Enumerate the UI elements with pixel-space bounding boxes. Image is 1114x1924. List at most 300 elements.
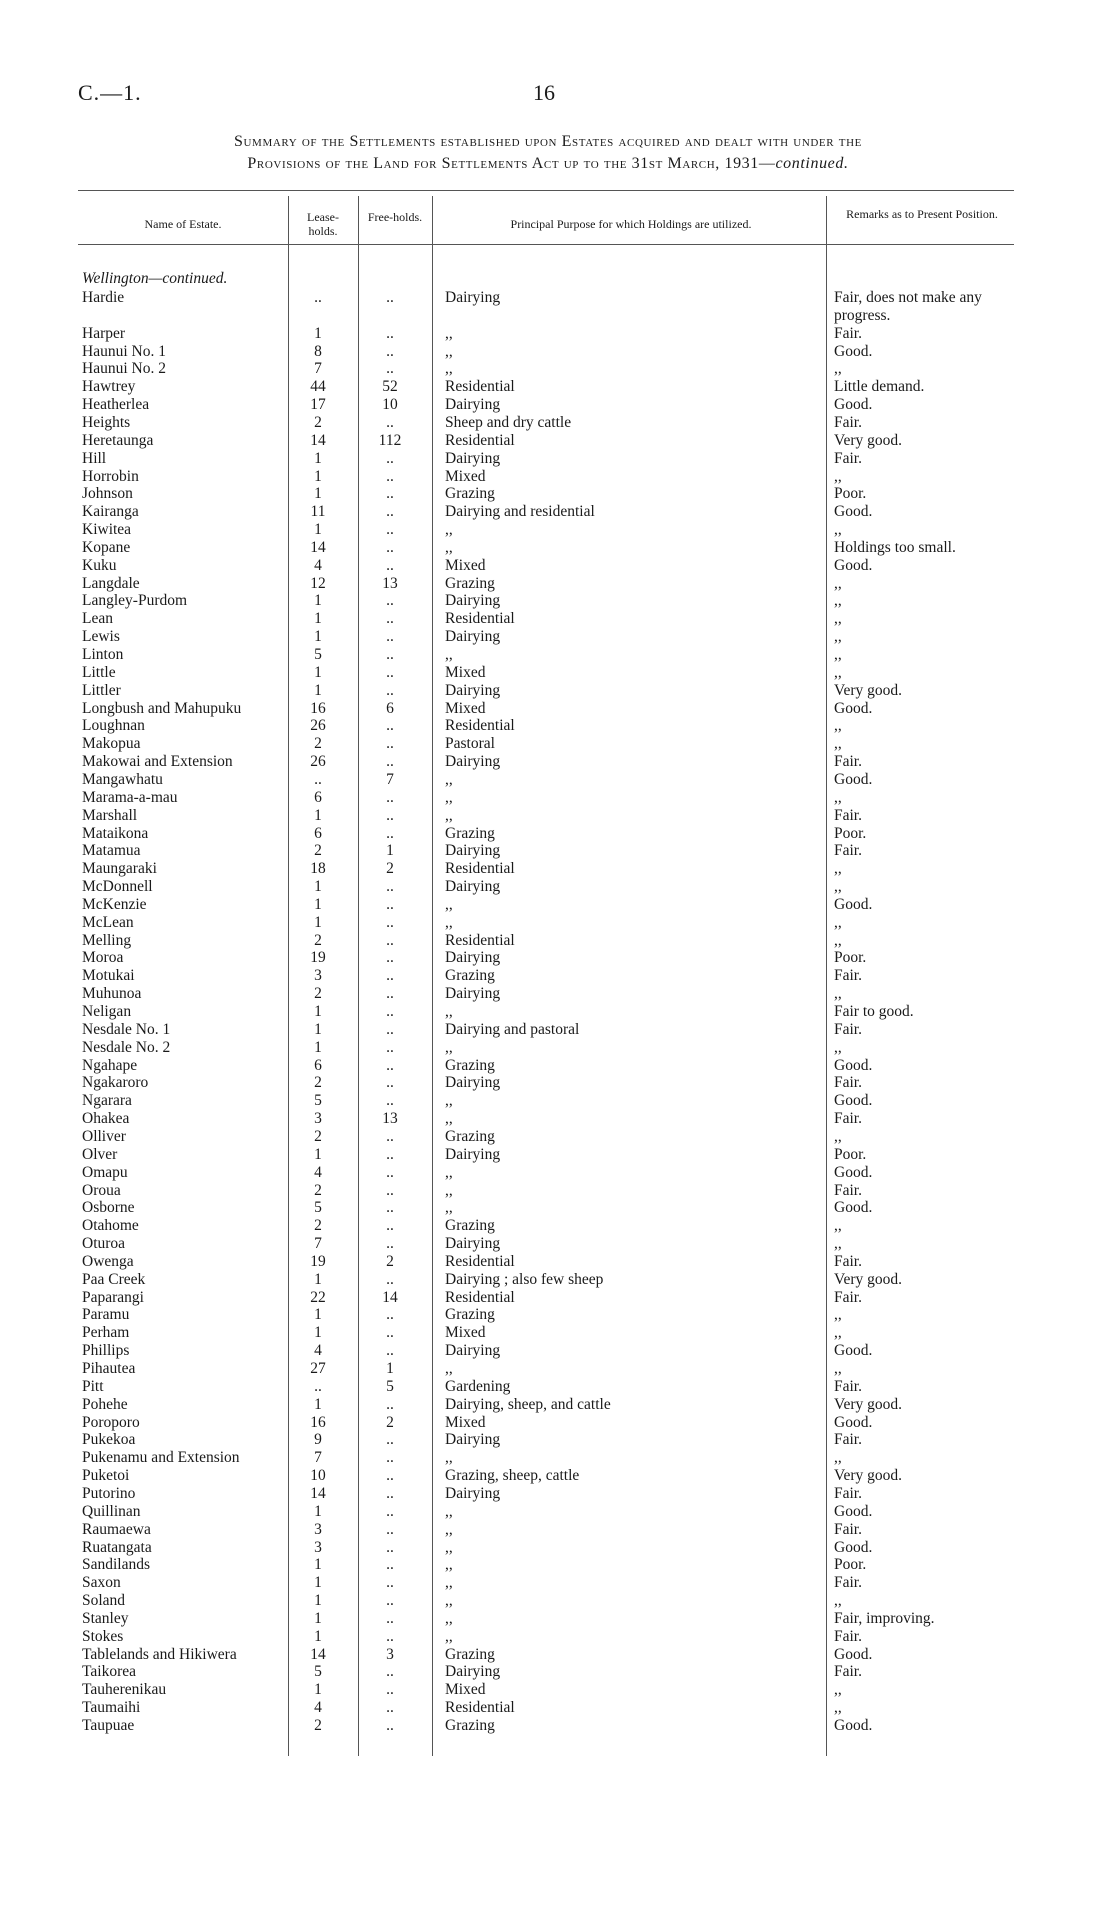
estate-name: Marama-a-mau	[82, 788, 178, 806]
estate-name: Ngarara	[82, 1092, 132, 1110]
leasehold-count: 1	[314, 1270, 322, 1288]
principal-purpose: ,,	[445, 324, 453, 342]
freehold-count: 6	[386, 699, 394, 717]
estate-name: Putorino	[82, 1484, 136, 1502]
principal-purpose: ,,	[445, 1574, 453, 1592]
principal-purpose: Mixed	[445, 663, 486, 681]
leasehold-count: 1	[314, 467, 322, 485]
table-row	[0, 360, 1114, 378]
table-row	[0, 1396, 1114, 1414]
freehold-count: ..	[386, 521, 394, 539]
estate-name: Pohehe	[82, 1395, 128, 1413]
freehold-count: ..	[386, 503, 394, 521]
principal-purpose: Sheep and dry cattle	[445, 413, 572, 431]
table-row	[0, 1146, 1114, 1164]
remarks: Fair to good.	[834, 1003, 914, 1020]
table-row	[0, 1663, 1114, 1681]
principal-purpose: Residential	[445, 931, 515, 949]
leasehold-count: 16	[310, 1413, 326, 1431]
remarks: ,,	[834, 574, 842, 592]
table-row	[0, 1521, 1114, 1539]
freehold-count: ..	[386, 1324, 394, 1342]
table-row	[0, 1342, 1114, 1360]
principal-purpose: ,,	[445, 788, 453, 806]
table-row	[0, 1592, 1114, 1610]
principal-purpose: Residential	[445, 610, 515, 628]
remarks: Good.	[834, 895, 873, 913]
freehold-count: 112	[378, 431, 402, 449]
leasehold-count: 6	[314, 788, 322, 806]
table-row	[0, 825, 1114, 843]
freehold-count: ..	[386, 1163, 394, 1181]
column-header-name: Name of Estate.	[144, 217, 222, 231]
estate-name: Lean	[82, 610, 113, 628]
leasehold-count: 1	[314, 1681, 322, 1699]
table-row	[0, 878, 1114, 896]
estate-name: Taupuae	[82, 1717, 135, 1734]
remarks: Good.	[834, 1199, 873, 1217]
table-row	[0, 1182, 1114, 1200]
remarks: Good.	[834, 556, 873, 574]
remarks: Fair.	[834, 806, 862, 824]
principal-purpose: Grazing	[445, 1056, 495, 1074]
section-heading: Wellington—continued.	[82, 270, 228, 287]
remarks: ,,	[834, 360, 842, 378]
table-row	[0, 1467, 1114, 1485]
freehold-count: ..	[386, 324, 394, 342]
freehold-count: 2	[386, 860, 394, 878]
remarks: ,,	[834, 1306, 842, 1324]
freehold-count: 13	[382, 574, 398, 592]
principal-purpose: Grazing	[445, 1127, 495, 1145]
freehold-count: ..	[386, 1449, 394, 1467]
leasehold-count: 2	[314, 1074, 322, 1092]
freehold-count: ..	[386, 1520, 394, 1538]
leasehold-count: 5	[314, 1663, 322, 1681]
estate-name: Olver	[82, 1145, 118, 1163]
principal-purpose: Dairying	[445, 1663, 501, 1681]
remarks: Good.	[834, 1342, 873, 1360]
estate-name: Haunui No. 1	[82, 342, 166, 360]
principal-purpose: Dairying ; also few sheep	[445, 1270, 604, 1288]
principal-purpose: Grazing	[445, 1217, 495, 1235]
leasehold-count: 2	[314, 1181, 322, 1199]
table-row	[0, 414, 1114, 432]
leasehold-count: 1	[314, 324, 322, 342]
estate-name: Matamua	[82, 842, 141, 860]
table-row	[0, 1271, 1114, 1289]
principal-purpose: Residential	[445, 1288, 515, 1306]
estate-name: Loughnan	[82, 717, 145, 735]
principal-purpose: ,,	[445, 1627, 453, 1645]
principal-purpose: ,,	[445, 1092, 453, 1110]
estate-name: Linton	[82, 646, 124, 663]
remarks: ,,	[834, 521, 842, 539]
remarks: ,,	[834, 913, 842, 931]
table-row	[0, 682, 1114, 700]
remarks: Good.	[834, 503, 873, 521]
freehold-count: ..	[386, 681, 394, 699]
principal-purpose: Dairying	[445, 289, 501, 306]
principal-purpose: Grazing	[445, 1717, 495, 1734]
principal-purpose: Mixed	[445, 1324, 486, 1342]
table-row	[0, 1556, 1114, 1574]
remarks: Fair.	[834, 1252, 862, 1270]
table-row	[0, 289, 1114, 307]
principal-purpose: Dairying	[445, 592, 501, 610]
remarks: Good.	[834, 1056, 873, 1074]
freehold-count: ..	[386, 824, 394, 842]
page-number: 16	[533, 80, 555, 105]
estate-name: Makowai and Extension	[82, 753, 233, 771]
freehold-count: 14	[382, 1288, 398, 1306]
leasehold-count: 1	[314, 592, 322, 610]
table-row	[0, 1289, 1114, 1307]
estate-name: Raumaewa	[82, 1520, 151, 1538]
freehold-count: ..	[386, 646, 394, 663]
remarks: Fair, improving.	[834, 1609, 935, 1627]
remarks: ,,	[834, 931, 842, 949]
estate-name: Pitt	[82, 1377, 104, 1395]
remarks: Fair, does not make any	[834, 289, 982, 306]
remarks: ,,	[834, 1699, 842, 1717]
estate-name: Heretaunga	[82, 431, 154, 449]
table-title-line-1: Summary of the Settlements established upon Estates acquired and dealt with under the	[234, 133, 862, 150]
estate-name: Neligan	[82, 1003, 132, 1020]
principal-purpose: Dairying	[445, 1145, 501, 1163]
leasehold-count: 1	[314, 806, 322, 824]
freehold-count: ..	[386, 1199, 394, 1217]
freehold-count: ..	[386, 1145, 394, 1163]
leasehold-count: 2	[314, 842, 322, 860]
leasehold-count: 1	[314, 628, 322, 646]
leasehold-count: 1	[314, 1609, 322, 1627]
principal-purpose: Mixed	[445, 1413, 486, 1431]
leasehold-count: 3	[314, 1520, 322, 1538]
remarks: Fair.	[834, 1377, 862, 1395]
estate-name: Perham	[82, 1324, 130, 1342]
principal-purpose: Residential	[445, 431, 515, 449]
freehold-count: ..	[386, 1020, 394, 1038]
table-title-line-2	[78, 154, 1018, 174]
freehold-count: ..	[386, 485, 394, 503]
leasehold-count: 7	[314, 360, 322, 378]
estate-name: Osborne	[82, 1199, 135, 1217]
estate-name: Olliver	[82, 1127, 126, 1145]
remarks: Good.	[834, 1717, 873, 1734]
leasehold-count: 11	[310, 503, 326, 521]
freehold-count: ..	[386, 449, 394, 467]
remarks: ,,	[834, 1681, 842, 1699]
freehold-count: ..	[386, 1003, 394, 1020]
leasehold-count: 2	[314, 1217, 322, 1235]
leasehold-count: 1	[314, 521, 322, 539]
remarks: Fair.	[834, 1431, 862, 1449]
table-row	[0, 1199, 1114, 1217]
estate-name: Nesdale No. 2	[82, 1038, 171, 1056]
table-row	[0, 985, 1114, 1003]
freehold-count: ..	[386, 1342, 394, 1360]
leasehold-count: 4	[314, 1699, 322, 1717]
estate-name: Ruatangata	[82, 1538, 152, 1556]
freehold-count: 2	[386, 1252, 394, 1270]
freehold-count: ..	[386, 1681, 394, 1699]
leasehold-count: 3	[314, 1538, 322, 1556]
leasehold-count: 1	[314, 1324, 322, 1342]
table-row	[0, 1039, 1114, 1057]
table-row	[0, 789, 1114, 807]
freehold-count: ..	[386, 1699, 394, 1717]
estate-name: Mangawhatu	[82, 770, 163, 788]
leasehold-count: 1	[314, 449, 322, 467]
table-row	[0, 1628, 1114, 1646]
estate-name: Ngahape	[82, 1056, 138, 1074]
table-row	[0, 1128, 1114, 1146]
table-row	[0, 1681, 1114, 1699]
principal-purpose: Dairying	[445, 842, 501, 860]
estate-name: Makopua	[82, 735, 141, 753]
leasehold-count: 1	[314, 1574, 322, 1592]
principal-purpose: ,,	[445, 646, 453, 663]
freehold-count: ..	[386, 949, 394, 967]
freehold-count: ..	[386, 1127, 394, 1145]
table-row	[0, 396, 1114, 414]
principal-purpose: Grazing	[445, 967, 495, 985]
remarks: ,,	[834, 467, 842, 485]
freehold-count: ..	[386, 878, 394, 896]
leasehold-count: 1	[314, 663, 322, 681]
remarks: Poor.	[834, 485, 867, 503]
remarks: Good.	[834, 1092, 873, 1110]
estate-name: Pukekoa	[82, 1431, 136, 1449]
principal-purpose: Dairying	[445, 985, 501, 1003]
estate-name: McKenzie	[82, 895, 147, 913]
table-row	[0, 1574, 1114, 1592]
estate-name: Oturoa	[82, 1235, 126, 1253]
leasehold-count: 14	[310, 1484, 326, 1502]
header-bottom-rule	[78, 244, 1014, 245]
freehold-count: 52	[382, 378, 398, 396]
table-row	[0, 1253, 1114, 1271]
principal-purpose: ,,	[445, 1592, 453, 1610]
leasehold-count: 16	[310, 699, 326, 717]
table-row	[0, 771, 1114, 789]
remarks: ,,	[834, 663, 842, 681]
estate-name: Maungaraki	[82, 860, 157, 878]
freehold-count: ..	[386, 1270, 394, 1288]
estate-name: Haunui No. 2	[82, 360, 166, 378]
principal-purpose: ,,	[445, 521, 453, 539]
freehold-count: ..	[386, 967, 394, 985]
freehold-count: ..	[386, 788, 394, 806]
freehold-count: ..	[386, 985, 394, 1003]
estate-name: Muhunoa	[82, 985, 142, 1003]
table-row	[0, 932, 1114, 950]
freehold-count: ..	[386, 1056, 394, 1074]
estate-name: Lewis	[82, 628, 120, 646]
table-row	[0, 664, 1114, 682]
freehold-count: 1	[386, 842, 394, 860]
freehold-count: ..	[386, 1431, 394, 1449]
leasehold-count: 2	[314, 735, 322, 753]
remarks: Holdings too small.	[834, 538, 956, 556]
leasehold-count: 14	[310, 538, 326, 556]
leasehold-count: 2	[314, 985, 322, 1003]
freehold-count: ..	[386, 1038, 394, 1056]
principal-purpose: Dairying and residential	[445, 503, 595, 521]
principal-purpose: Dairying	[445, 449, 501, 467]
freehold-count: ..	[386, 360, 394, 378]
estate-name: Kuku	[82, 556, 117, 574]
table-row	[0, 1610, 1114, 1628]
leasehold-count: 8	[314, 342, 322, 360]
freehold-count: 7	[386, 770, 394, 788]
principal-purpose: ,,	[445, 1199, 453, 1217]
remarks: Very good.	[834, 1270, 903, 1288]
remarks: ,,	[834, 985, 842, 1003]
freehold-count: ..	[386, 592, 394, 610]
freehold-count: ..	[386, 610, 394, 628]
table-row	[0, 592, 1114, 610]
table-row	[0, 1092, 1114, 1110]
leasehold-count: 1	[314, 878, 322, 896]
table-row	[0, 735, 1114, 753]
estate-name: Oroua	[82, 1181, 121, 1199]
remarks: Good.	[834, 1163, 873, 1181]
estate-name: Kiwitea	[82, 521, 132, 539]
column-header-freeholds: Free-holds.	[367, 210, 423, 224]
principal-purpose: Residential	[445, 717, 515, 735]
remarks: ,,	[834, 1360, 842, 1377]
freehold-count: 13	[382, 1110, 398, 1128]
estate-name: Tauherenikau	[82, 1681, 167, 1699]
remarks: progress.	[834, 306, 891, 324]
table-row	[0, 450, 1114, 468]
freehold-count: ..	[386, 1663, 394, 1681]
estate-name: Motukai	[82, 967, 135, 985]
leasehold-count: 1	[314, 1556, 322, 1574]
principal-purpose: ,,	[445, 806, 453, 824]
principal-purpose: ,,	[445, 1038, 453, 1056]
estate-name: Paa Creek	[82, 1270, 146, 1288]
freehold-count: ..	[386, 1306, 394, 1324]
estate-name: Paparangi	[82, 1288, 144, 1306]
table-row	[0, 1485, 1114, 1503]
estate-name: Saxon	[82, 1574, 121, 1592]
principal-purpose: Grazing	[445, 1645, 495, 1663]
freehold-count: ..	[386, 1538, 394, 1556]
leasehold-count: 7	[314, 1235, 322, 1253]
remarks: Fair.	[834, 1074, 862, 1092]
estate-name: Hardie	[82, 289, 125, 306]
estate-name: Heights	[82, 413, 131, 431]
estate-name: Quillinan	[82, 1502, 141, 1520]
freehold-count: ..	[386, 1181, 394, 1199]
principal-purpose: Dairying	[445, 681, 501, 699]
leasehold-count: 1	[314, 1502, 322, 1520]
table-row	[0, 1699, 1114, 1717]
table-row	[0, 646, 1114, 664]
remarks: Fair.	[834, 1484, 862, 1502]
freehold-count: ..	[386, 1235, 394, 1253]
leasehold-count: 12	[310, 574, 326, 592]
table-row	[0, 575, 1114, 593]
freehold-count: ..	[386, 628, 394, 646]
estate-name: Tablelands and Hikiwera	[82, 1645, 237, 1663]
remarks: Fair.	[834, 413, 862, 431]
freehold-count: ..	[386, 913, 394, 931]
table-row	[0, 967, 1114, 985]
estate-name: Longbush and Mahupuku	[82, 699, 242, 717]
estate-name: Pihautea	[82, 1360, 136, 1377]
remarks: ,,	[834, 1127, 842, 1145]
table-row	[0, 1235, 1114, 1253]
table-row	[0, 1057, 1114, 1075]
estate-name: Harper	[82, 324, 126, 342]
freehold-count: ..	[386, 556, 394, 574]
remarks: Very good.	[834, 1467, 903, 1485]
remarks: ,,	[834, 1038, 842, 1056]
estate-name: Phillips	[82, 1342, 130, 1360]
document-reference: C.—1.	[78, 80, 142, 105]
table-row	[0, 1110, 1114, 1128]
leasehold-count: 1	[314, 681, 322, 699]
leasehold-count: 26	[310, 717, 326, 735]
table-row	[0, 468, 1114, 486]
leasehold-count: 9	[314, 1431, 322, 1449]
leasehold-count: 1	[314, 610, 322, 628]
estate-name: Taikorea	[82, 1663, 136, 1681]
principal-purpose: Residential	[445, 1252, 515, 1270]
estate-name: Hill	[82, 449, 107, 467]
remarks: Little demand.	[834, 378, 925, 396]
principal-purpose: Grazing	[445, 1306, 495, 1324]
table-row	[0, 949, 1114, 967]
leasehold-count: 1	[314, 1003, 322, 1020]
remarks: Fair.	[834, 449, 862, 467]
remarks: Good.	[834, 396, 873, 414]
leasehold-count: 5	[314, 1199, 322, 1217]
remarks: ,,	[834, 878, 842, 896]
remarks: Good.	[834, 342, 873, 360]
leasehold-count: 26	[310, 753, 326, 771]
principal-purpose: ,,	[445, 895, 453, 913]
leasehold-count: 27	[310, 1360, 326, 1377]
table-row	[0, 539, 1114, 557]
freehold-count: ..	[386, 289, 394, 306]
table-row	[0, 717, 1114, 735]
estate-name: Puketoi	[82, 1467, 130, 1485]
remarks: Fair.	[834, 967, 862, 985]
table-row	[0, 842, 1114, 860]
estate-name: Taumaihi	[82, 1699, 141, 1717]
remarks: Very good.	[834, 681, 903, 699]
principal-purpose: Grazing	[445, 485, 495, 503]
principal-purpose: Dairying	[445, 949, 501, 967]
principal-purpose: ,,	[445, 1163, 453, 1181]
table-row	[0, 860, 1114, 878]
freehold-count: ..	[386, 1092, 394, 1110]
remarks: Fair.	[834, 753, 862, 771]
remarks: ,,	[834, 1592, 842, 1610]
leasehold-count: 17	[310, 396, 326, 414]
remarks: Good.	[834, 1645, 873, 1663]
leasehold-count: 44	[310, 378, 326, 396]
principal-purpose: ,,	[445, 1520, 453, 1538]
estate-name: Stanley	[82, 1609, 129, 1627]
freehold-count: ..	[386, 1502, 394, 1520]
estate-name: Hawtrey	[82, 378, 136, 396]
